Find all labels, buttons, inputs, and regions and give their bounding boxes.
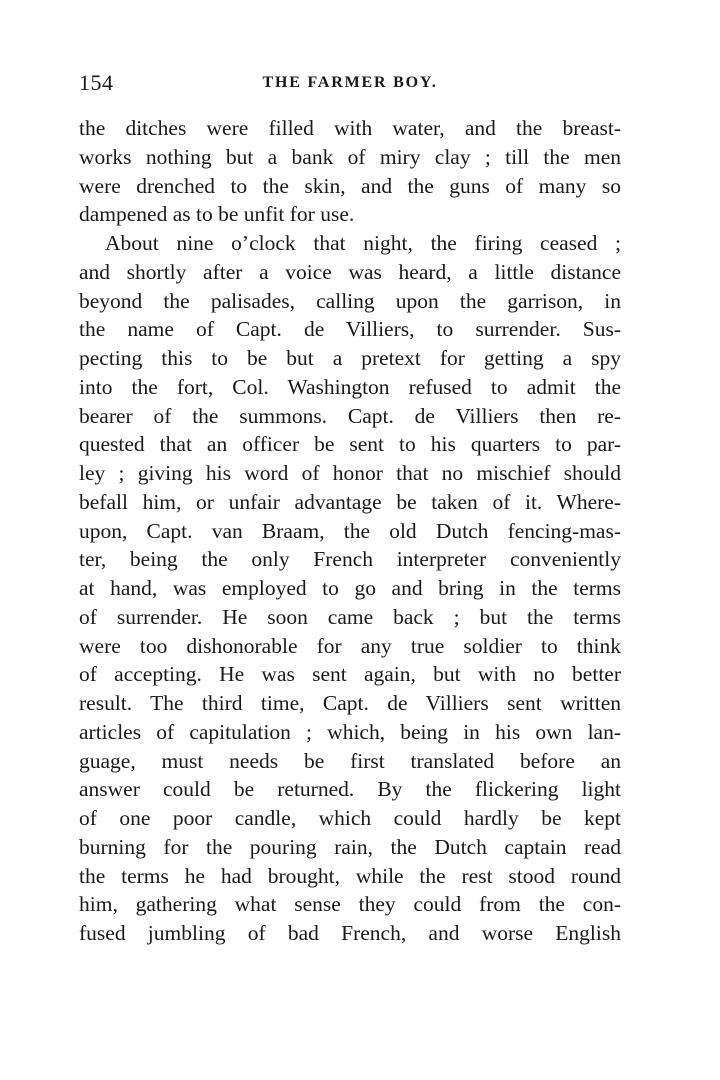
text-line: at hand, was employed to go and bring in the terms xyxy=(79,576,621,600)
text-line: into the fort, Col. Washington refused to admit the xyxy=(79,374,621,399)
page-header xyxy=(79,70,621,100)
text-line: answer could be returned. By the flickering light xyxy=(79,777,621,802)
text-line: dampened as to be unfit for use. xyxy=(79,202,355,227)
text-line: pecting this to be but a pretext for getting a spy xyxy=(79,346,621,370)
text-line: upon, Capt. van Braam, the old Dutch fencing-mas- xyxy=(79,518,621,543)
text-line: burning for the pouring rain, the Dutch captain read xyxy=(79,834,621,859)
text-line: befall him, or unfair advantage be taken of it. Where- xyxy=(79,489,621,514)
text-line: result. The third time, Capt. de Villiers sent written xyxy=(79,691,621,715)
text-line: him, gathering what sense they could from the con- xyxy=(79,892,621,917)
text-line: beyond the palisades, calling upon the garrison, in xyxy=(79,288,621,313)
text-line: were drenched to the skin, and the guns of many so xyxy=(79,173,621,198)
running-title: THE FARMER BOY. xyxy=(262,74,438,91)
text-line: the ditches were filled with water, and the breast- xyxy=(79,116,621,140)
body-text xyxy=(79,114,621,948)
text-line: were too dishonorable for any true soldier to think xyxy=(79,633,621,658)
text-line: bearer of the summons. Capt. de Villiers then re- xyxy=(79,403,621,428)
text-line: the name of Capt. de Villiers, to surrender. Sus- xyxy=(79,317,621,342)
page-number: 154 xyxy=(79,70,114,95)
text-line: of accepting. He was sent again, but with no better xyxy=(79,662,621,687)
text-line: of one poor candle, which could hardly be kept xyxy=(79,806,621,830)
text-line: of surrender. He soon came back ; but the terms xyxy=(79,604,621,629)
text-line: ter, being the only French interpreter conveniently xyxy=(79,547,621,572)
text-line: works nothing but a bank of miry clay ; till the men xyxy=(79,144,621,169)
text-line: guage, must needs be first translated before an xyxy=(79,748,621,773)
text-line: articles of capitulation ; which, being in his own lan- xyxy=(79,719,621,744)
paragraph-start-line: About nine o’clock that night, the firing ceased ; xyxy=(105,231,621,255)
text-line: quested that an officer be sent to his quarters to par- xyxy=(79,432,621,457)
text-line: and shortly after a voice was heard, a little distance xyxy=(79,259,621,284)
text-line: fused jumbling of bad French, and worse English xyxy=(79,921,621,945)
text-line: ley ; giving his word of honor that no mischief should xyxy=(79,461,621,485)
text-line: the terms he had brought, while the rest stood round xyxy=(79,863,621,888)
